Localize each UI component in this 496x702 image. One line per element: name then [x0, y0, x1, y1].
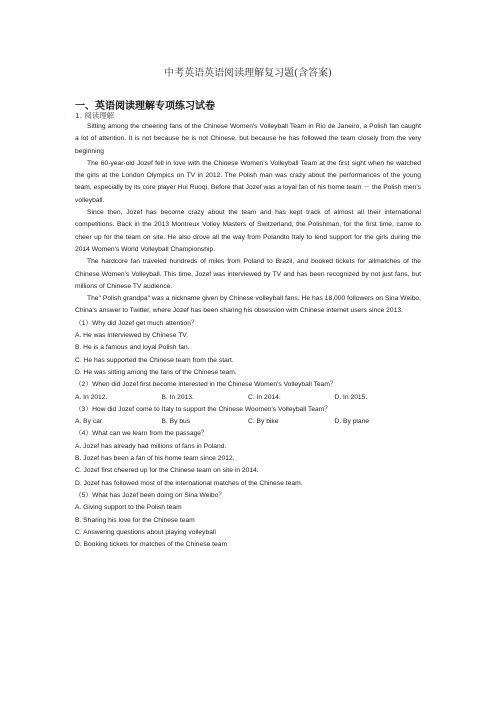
question-stem: （5）What has Jozef been doing on Sina Weibo？	[75, 491, 226, 499]
answer-option: C. In 2014.	[248, 393, 281, 401]
answer-options-row	[75, 416, 421, 428]
answer-option: A. He was interviewed by Chinese TV.	[75, 332, 189, 340]
answer-option: B. In 2013.	[161, 393, 194, 401]
question-stem: （1）Why did Jozef get much attention？	[75, 319, 198, 327]
paragraph: The 60-year-old Jozef fell in love with the Chinese Women's Volleyball Team at the first sight when he watched the girls at the London Olympics on TV in 2012. The Polish man was crazy about the performances of the young team, especially by its core player Hui Ruoqi. Before that Jozef was a loyal fan of his home team － the Polish men's volleyball.	[75, 159, 421, 204]
question-stem: （3）How did Jozef come to Italy to support the Chinese Woomen's Volleyball Team？	[75, 405, 332, 413]
document-title: 中考英语英语阅读理解复习题(含答案)	[164, 68, 332, 79]
question-stem: （2）When did Jozef first become interested in the Chinese Women's Volleyball Team？	[75, 381, 337, 389]
answer-option: C. He has supported the Chinese team from the start.	[75, 356, 234, 364]
answer-option: C. Answering questions about playing volleyball	[75, 528, 216, 536]
answer-option: A. Giving support to the Polish team	[75, 504, 182, 512]
answer-option: D. In 2015.	[334, 393, 368, 401]
reading-body	[75, 121, 421, 551]
answer-option: D. By plane	[334, 418, 370, 426]
question-stem: （4）What can we learn from the passage？	[75, 430, 208, 438]
answer-options-row	[75, 392, 421, 404]
answer-option: B. Sharing his love for the Chinese team	[75, 516, 195, 524]
item-heading	[75, 110, 114, 121]
section-heading: 一、英语阅读理解专项练习试卷	[75, 101, 215, 112]
item-label: 阅读理解	[84, 111, 114, 120]
item-number: 1.	[75, 111, 83, 120]
answer-option: B. By bus	[161, 418, 191, 426]
paragraph: Since then, Jozef has become crazy about the team and has kept track of almost all their international competitions. Back in the 2013 Montreux Volley Masters of Switzerland, the Polishman, for the first time, came to cheer up for the team on site. He also drove all the way from Polandto Italy to lend support for the girls during the 2014 Women's World Volleyball Championship.	[75, 209, 421, 253]
paragraph: Sitting among the cheering fans of the Chinese Women's Volleyball Team in Rio de Janeiro, a Polish fan caught a lot of attention. It is not because he is not Chinese, but because he has followed the team closely from the very beginning	[75, 123, 421, 155]
answer-option: D. He was sitting among the fans of the Chinese team.	[75, 368, 237, 376]
answer-option: B. He is a famous and loyal Polish fan.	[75, 344, 190, 352]
answer-option: C. Jozef first cheered up for the Chinese team on site in 2014.	[75, 467, 259, 475]
answer-option: A. Jozef has already had millions of fans in Poland.	[75, 442, 227, 450]
answer-option: D. Jozef has followed most of the international matches of the Chinese team.	[75, 479, 303, 487]
paragraph: The" Polish grandpa" was a nickname given by Chinese volleyball fans. He has 18,000 followers on Sina Weibo, China's answer to Twitter, where Jozef has been sharing his obsession with Chinese internet users since 2013.	[75, 295, 421, 315]
paragraph: The hardcore fan traveled hundreds of miles from Poland to Brazil, and booked tickets for allmatches of the Chinese Women's Volleyball. This time, Jozef was interviewed by TV and has been recognized by not just fans, but millions of Chinese TV audience.	[75, 258, 421, 290]
answer-option: A. In 2012.	[75, 393, 108, 401]
answer-option: C. By bike	[248, 418, 279, 426]
answer-option: D. Booking tickets for matches of the Chinese team	[75, 541, 228, 549]
answer-option: A. By car	[75, 418, 103, 426]
answer-option: B. Jozef has been a fan of his home team since 2012.	[75, 455, 235, 463]
